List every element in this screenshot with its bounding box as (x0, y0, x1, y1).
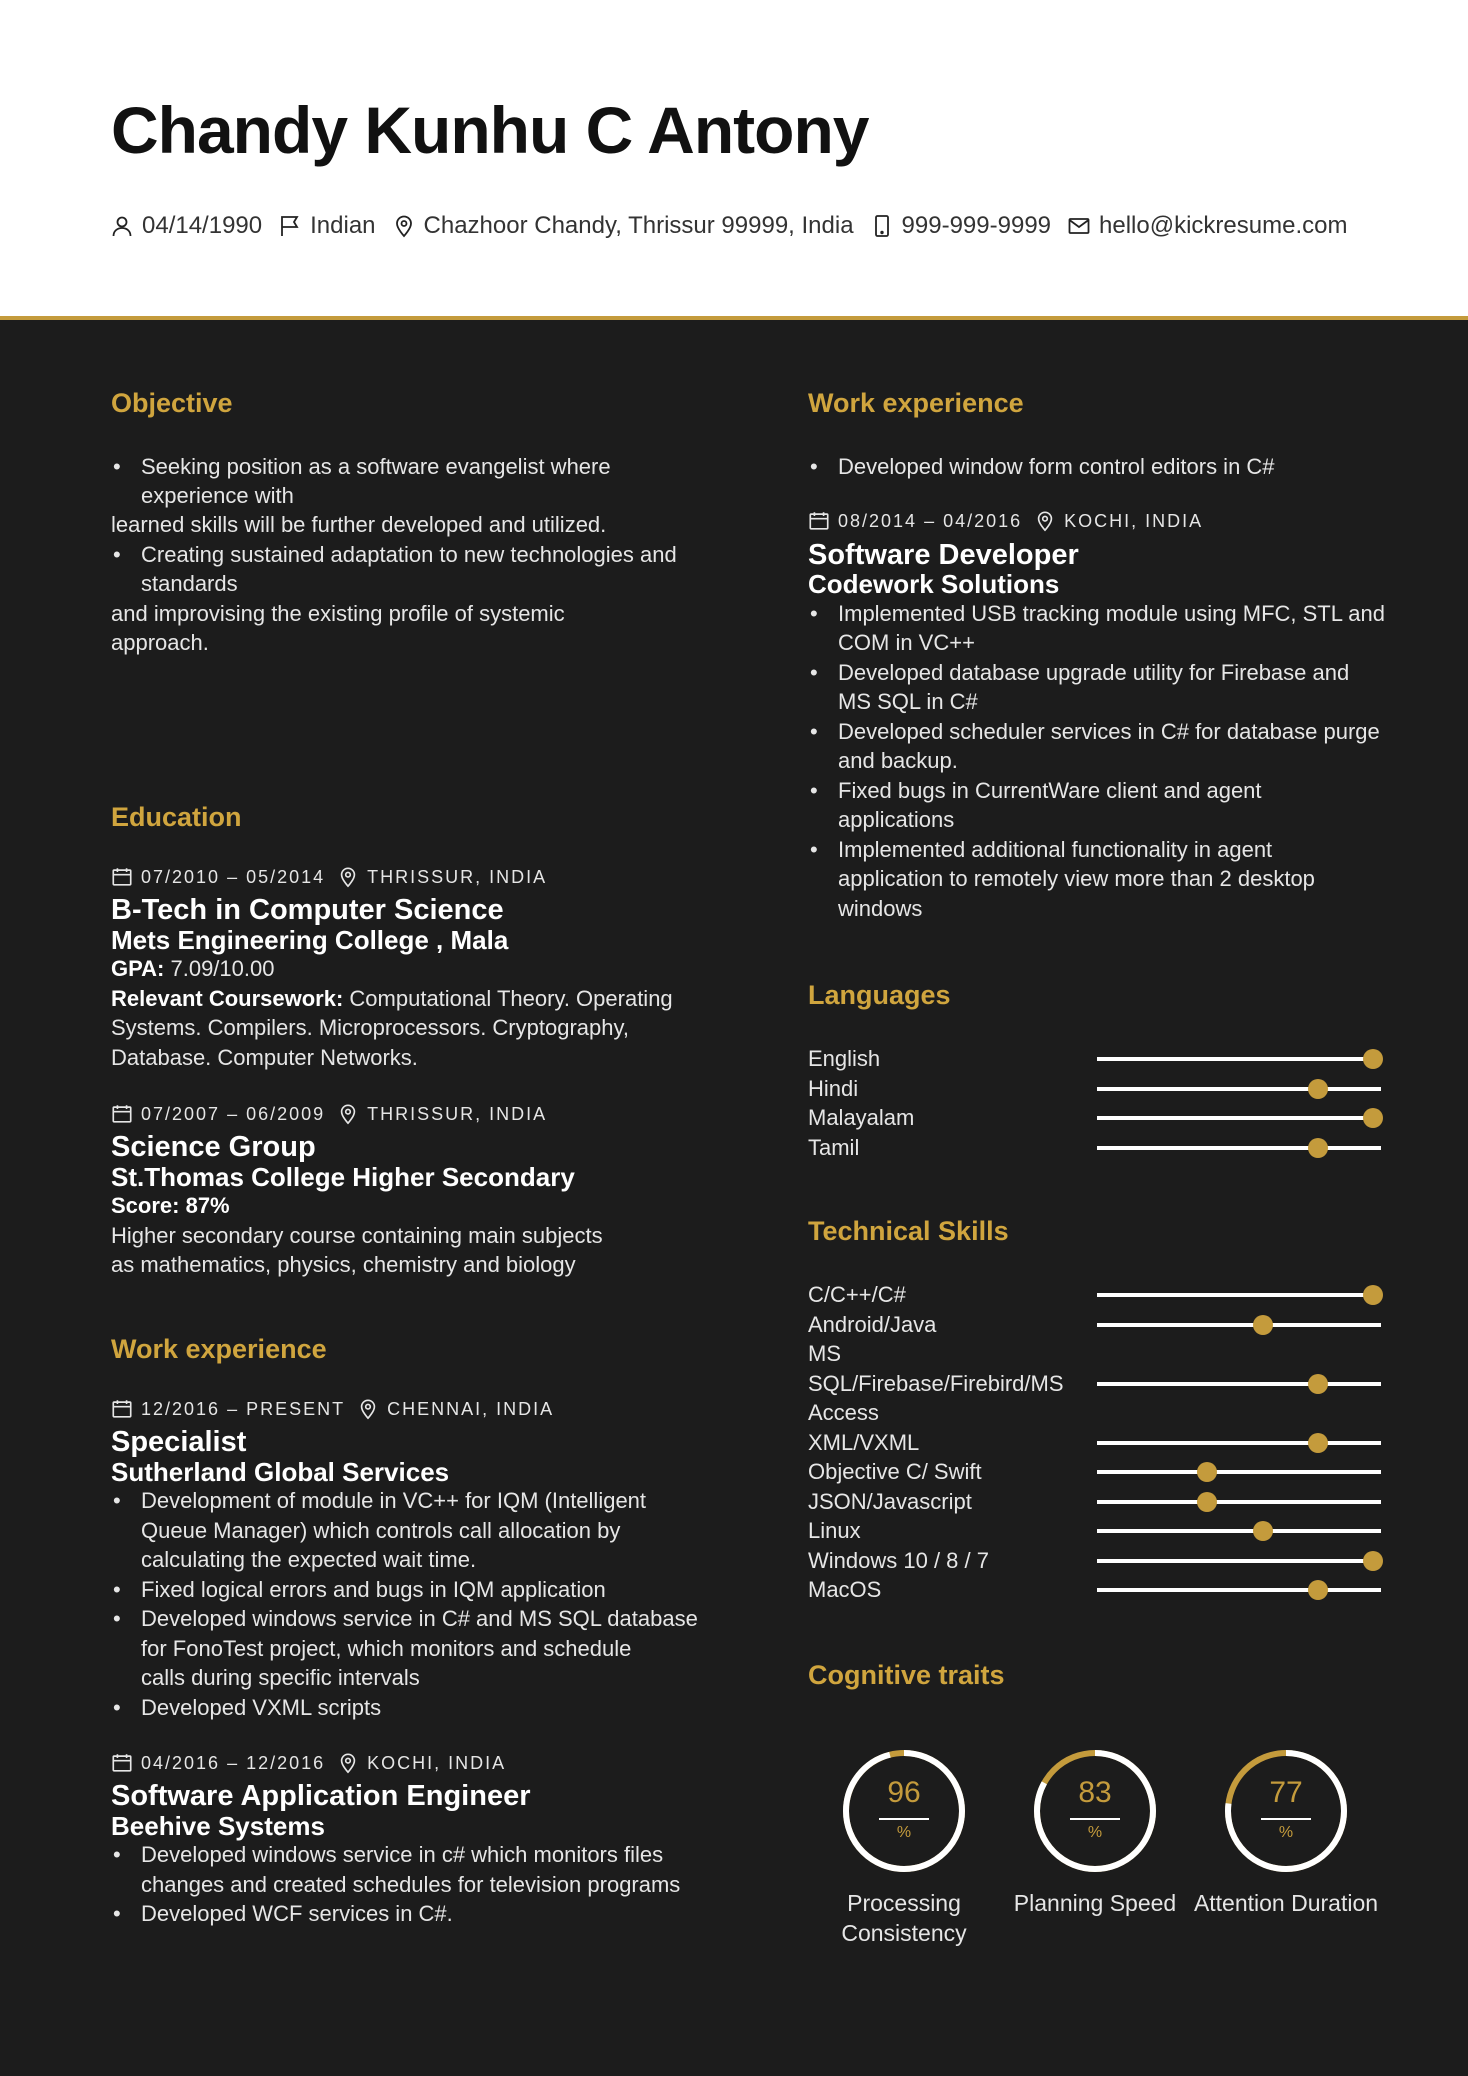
header (0, 0, 1468, 316)
coursework-line: Systems. Compilers. Microprocessors. Cryptography, (111, 1015, 629, 1040)
skill-name: SQL/Firebase/Firebird/MS (808, 1370, 1064, 1396)
skill-name: C/C++/C# (808, 1282, 906, 1307)
job-bullet: • Development of module in VC++ for IQM (Intelligent (111, 1486, 646, 1516)
cognitive-gauge (839, 1746, 969, 1876)
gpa-value: 7.09/10.00 (164, 956, 275, 981)
job-dates: 12/2016 – PRESENT (141, 1398, 346, 1419)
candidate-name: Chandy Kunhu C Antony (111, 93, 869, 167)
job-bullet: • Developed database upgrade utility for Firebase and (808, 658, 1349, 688)
location-pin-icon (392, 214, 416, 238)
resume-body (0, 320, 1468, 2076)
education-dates: 07/2007 – 06/2009 (141, 1103, 326, 1124)
degree-title: B-Tech in Computer Science (111, 894, 504, 926)
skill-level-knob (1253, 1521, 1273, 1541)
job-bullet-cont: COM in VC++ (838, 630, 975, 655)
languages-title: Languages (808, 980, 951, 1010)
job-meta (808, 510, 1203, 532)
gauge-divider (1070, 1818, 1120, 1820)
job-bullet-cont: calculating the expected wait time. (141, 1547, 477, 1572)
gauge-ring (1221, 1746, 1351, 1876)
objective-line: and improvising the existing profile of systemic (111, 601, 565, 626)
gauge-ring (839, 1746, 969, 1876)
skill-name: Android/Java (808, 1311, 937, 1337)
skill-level-track (1097, 1500, 1381, 1504)
job-bullet-cont: applications (838, 807, 955, 832)
skill-name: Objective C/ Swift (808, 1459, 982, 1484)
phone-icon (870, 214, 894, 238)
language-level-track (1097, 1116, 1381, 1120)
job-bullet-cont: windows (838, 896, 923, 921)
job-company: Codework Solutions (808, 569, 1060, 599)
coursework (111, 984, 673, 1014)
flag-icon (278, 214, 302, 238)
skill-level-track (1097, 1470, 1381, 1474)
skill-level-knob (1363, 1285, 1383, 1305)
skill-level-track (1097, 1441, 1381, 1445)
gauge-divider (1261, 1818, 1311, 1820)
phone-item (870, 212, 1051, 240)
birthdate-item (110, 212, 262, 240)
job-role: Specialist (111, 1426, 247, 1458)
skill-name: Access (808, 1400, 879, 1425)
gauge-label: Processing Consistency (841, 1890, 967, 1946)
job-company: Beehive Systems (111, 1811, 325, 1841)
skill-name: Linux (808, 1518, 861, 1543)
address: Chazhoor Chandy, Thrissur 99999, India (423, 212, 854, 239)
language-level-knob (1308, 1079, 1328, 1099)
objective-line: learned skills will be further developed and utilized. (111, 512, 607, 537)
coursework-line: Computational Theory. Operating (343, 986, 673, 1011)
job-bullet-cont: for FonoTest project, which monitors and schedule (141, 1636, 632, 1661)
objective-line: • Seeking position as a software evangelist where (111, 452, 611, 482)
skill-name: MacOS (808, 1577, 882, 1602)
job-bullet: • Developed windows service in c# which monitors files (111, 1840, 663, 1870)
location-pin-icon (1034, 510, 1056, 532)
address-item (392, 212, 854, 240)
calendar-icon (111, 866, 133, 888)
skill-level-track (1097, 1588, 1381, 1592)
objective-line: standards (141, 571, 238, 596)
job-meta (111, 1752, 506, 1774)
score: Score: 87% (111, 1193, 230, 1218)
calendar-icon (111, 1752, 133, 1774)
language-name: English (808, 1046, 881, 1071)
job-bullet: • Developed windows service in C# and MS SQL database (111, 1604, 698, 1634)
education-meta (111, 1103, 547, 1125)
language-level-track (1097, 1087, 1381, 1091)
email[interactable]: hello@kickresume.com (1099, 212, 1348, 239)
job-bullet: • Implemented USB tracking module using MFC, STL and (808, 599, 1385, 629)
cognitive-gauge (1030, 1746, 1160, 1876)
calendar-icon (111, 1398, 133, 1420)
envelope-icon (1067, 214, 1091, 238)
job-bullet: • Developed scheduler services in C# for database purge (808, 717, 1380, 747)
skill-level-track (1097, 1559, 1381, 1563)
gauge-divider (879, 1818, 929, 1820)
job-bullet-cont: and backup. (838, 748, 958, 773)
skill-level-knob (1253, 1315, 1273, 1335)
skill-name: Windows 10 / 8 / 7 (808, 1547, 989, 1573)
coursework-line: Database. Computer Networks. (111, 1045, 418, 1070)
gauge-value: 96 (887, 1776, 921, 1809)
language-level-knob (1363, 1108, 1383, 1128)
education-location: THRISSUR, INDIA (367, 1103, 548, 1124)
skill-name: MS (808, 1341, 841, 1366)
birthdate: 04/14/1990 (142, 212, 263, 239)
gpa (111, 954, 274, 984)
skill-level-knob (1197, 1492, 1217, 1512)
education-location: THRISSUR, INDIA (367, 866, 548, 887)
job-bullet-cont: changes and created schedules for television programs (141, 1872, 681, 1897)
job-bullet: • Implemented additional functionality in agent (808, 835, 1272, 865)
language-name: Hindi (808, 1075, 859, 1101)
gauge-fill (846, 1753, 962, 1869)
location-pin-icon (337, 1103, 359, 1125)
calendar-icon (808, 510, 830, 532)
location-pin-icon (337, 1752, 359, 1774)
nationality-item (278, 212, 375, 240)
job-bullet: • Fixed logical errors and bugs in IQM application (111, 1575, 606, 1605)
language-level-track (1097, 1057, 1381, 1061)
objective-line: approach. (111, 630, 209, 655)
gauge-value: 83 (1078, 1776, 1112, 1809)
cognitive-traits-title: Cognitive traits (808, 1660, 1005, 1690)
language-level-track (1097, 1146, 1381, 1150)
job-bullet-cont: application to remotely view more than 2 desktop (838, 866, 1315, 891)
education-title: Education (111, 802, 242, 832)
language-name: Malayalam (808, 1105, 915, 1130)
degree-title: Science Group (111, 1131, 316, 1163)
job-bullet: • Developed VXML scripts (111, 1693, 381, 1723)
location-pin-icon (337, 866, 359, 888)
education-meta (111, 866, 547, 888)
gauge-unit: % (1087, 1824, 1103, 1841)
job-meta (111, 1398, 554, 1420)
language-level-knob (1363, 1049, 1383, 1069)
language-level-knob (1308, 1138, 1328, 1158)
objective-line: experience with (141, 483, 294, 508)
phone: 999-999-9999 (901, 212, 1052, 239)
job-bullet-cont: Queue Manager) which controls call allocation by (141, 1518, 621, 1543)
job-bullet-cont: MS SQL in C# (838, 689, 978, 714)
school-name: St.Thomas College Higher Secondary (111, 1162, 575, 1192)
technical-skills-title: Technical Skills (808, 1216, 1009, 1246)
job-location: CHENNAI, INDIA (387, 1398, 555, 1419)
skill-level-track (1097, 1323, 1381, 1327)
cognitive-gauge (1221, 1746, 1351, 1876)
job-bullet-cont: calls during specific intervals (141, 1665, 420, 1690)
skill-level-track (1097, 1382, 1381, 1386)
job-location: KOCHI, INDIA (367, 1752, 507, 1773)
gauge-value: 77 (1269, 1776, 1303, 1809)
nationality: Indian (310, 212, 376, 239)
job-bullet: • Fixed bugs in CurrentWare client and agent (808, 776, 1262, 806)
skill-level-knob (1363, 1551, 1383, 1571)
education-desc-line: Higher secondary course containing main subjects (111, 1223, 603, 1248)
skill-level-track (1097, 1293, 1381, 1297)
job-bullet: • Developed WCF services in C#. (111, 1899, 453, 1929)
job-dates: 08/2014 – 04/2016 (838, 510, 1023, 531)
skill-level-knob (1197, 1462, 1217, 1482)
skill-level-knob (1308, 1580, 1328, 1600)
job-role: Software Developer (808, 539, 1079, 571)
location-pin-icon (357, 1398, 379, 1420)
job-dates: 04/2016 – 12/2016 (141, 1752, 326, 1773)
education-desc-line: as mathematics, physics, chemistry and biology (111, 1252, 576, 1277)
contact-row (110, 208, 1363, 244)
skill-name: JSON/Javascript (808, 1488, 972, 1514)
gauge-unit: % (896, 1824, 912, 1841)
job-location: KOCHI, INDIA (1064, 510, 1204, 531)
gauge-ring (1030, 1746, 1160, 1876)
job-bullet: • Developed window form control editors in C# (808, 452, 1275, 482)
skill-level-knob (1308, 1433, 1328, 1453)
person-icon (110, 214, 134, 238)
education-dates: 07/2010 – 05/2014 (141, 866, 326, 887)
gauge-label: Attention Duration (1193, 1890, 1379, 1916)
work-experience-title: Work experience (111, 1334, 327, 1364)
coursework-label: Relevant Coursework: (111, 986, 344, 1011)
skill-level-knob (1308, 1374, 1328, 1394)
calendar-icon (111, 1103, 133, 1125)
job-company: Sutherland Global Services (111, 1457, 450, 1487)
email-item (1067, 212, 1347, 240)
skill-level-track (1097, 1529, 1381, 1533)
language-name: Tamil (808, 1134, 860, 1160)
gauge-label: Planning Speed (1013, 1890, 1177, 1916)
skill-name: XML/VXML (808, 1429, 920, 1455)
objective-line: • Creating sustained adaptation to new technologies and (111, 540, 677, 570)
job-role: Software Application Engineer (111, 1780, 531, 1812)
school-name: Mets Engineering College , Mala (111, 925, 509, 955)
work-experience-title: Work experience (808, 388, 1024, 418)
gauge-unit: % (1278, 1824, 1294, 1841)
objective-title: Objective (111, 388, 233, 418)
gpa-label: GPA: (111, 956, 165, 981)
